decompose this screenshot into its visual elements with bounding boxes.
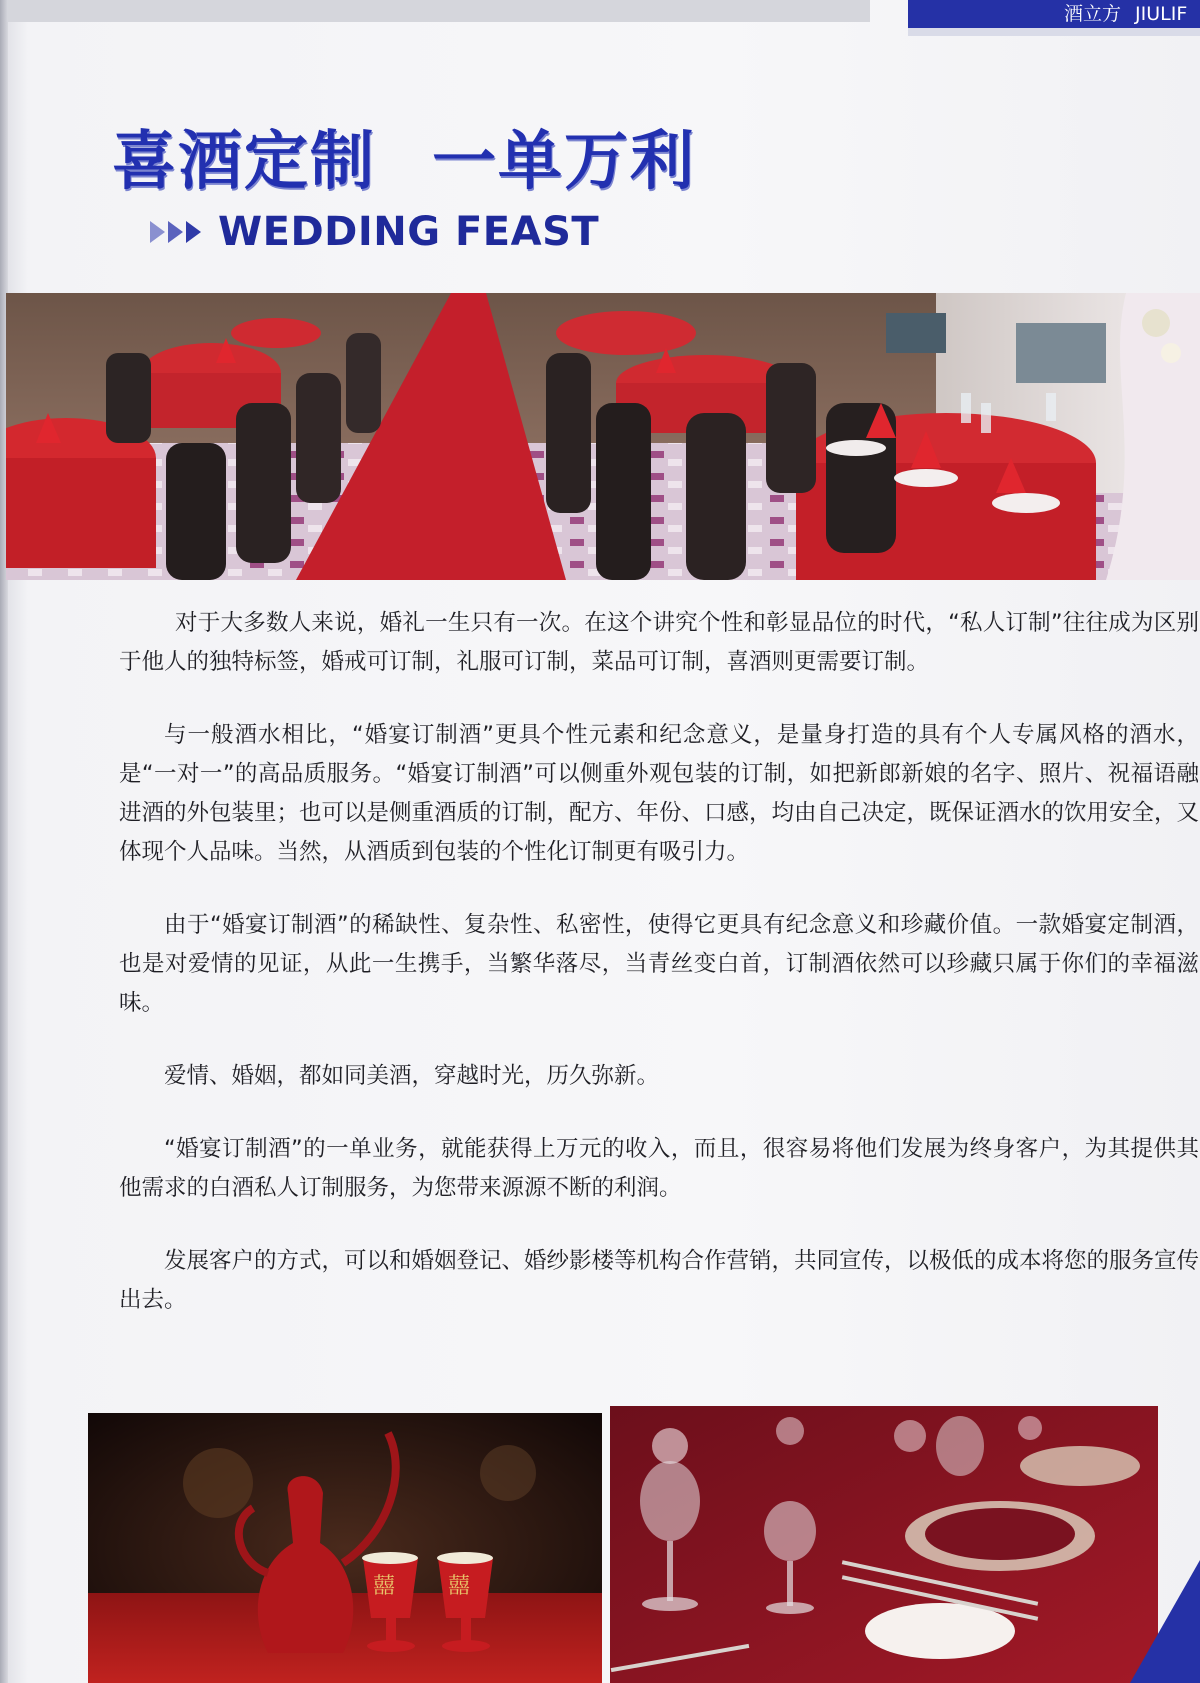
corner-decoration [1100,1560,1200,1683]
paragraph-1: 对于大多数人来说，婚礼一生只有一次。在这个讲究个性和彰显品位的时代，“私人订制”往往成为区别于他人的独特标签，婚戒可订制，礼服可订制，菜品可订制，喜酒则更需要订制。 [119,610,1199,675]
paragraph-6: 发展客户的方式，可以和婚姻登记、婚纱影楼等机构合作营销，共同宣传，以极低的成本将您的服务宣传出去。 [119,1248,1200,1313]
paragraph-2: 与一般酒水相比，“婚宴订制酒”更具个性元素和纪念意义，是量身打造的具有个人专属风格的酒水，是“一对一”的高品质服务。“婚宴订制酒”可以侧重外观包装的订制，如把新郎新娘的名字、照片、祝福语融进酒的外包装里；也可以是侧重酒质的订制，配方、年份、口感，均由自己决定，既保证酒水的饮用安全，又体现个人品味。当然，从酒质到包装的个性化订制更有吸引力。 [119,722,1200,865]
svg-text:囍: 囍 [373,1574,396,1599]
header-brand-cn: 酒立方 [1064,3,1122,25]
paragraph-5: “婚宴订制酒”的一单业务，就能获得上万元的收入，而且，很容易将他们发展为终身客户，为其提供其他需求的白酒私人订制服务，为您带来源源不断的利润。 [119,1136,1199,1201]
article-body [119,604,1199,1320]
table-setting-photo [610,1406,1158,1683]
table-setting-illustration [610,1406,1158,1683]
paragraph-3: 由于“婚宴订制酒”的稀缺性、复杂性、私密性，使得它更具有纪念意义和珍藏价值。一款婚宴定制酒，也是对爱情的见证，从此一生携手，当繁华落尽，当青丝变白首，订制酒依然可以珍藏只属于你们的幸福滋味。 [119,912,1199,1016]
paragraph-4: 爱情、婚姻，都如同美酒，穿越时光，历久弥新。 [164,1063,660,1089]
title-part-2: 一单万利 [432,125,696,199]
previous-page-edge [0,0,870,22]
page-title [112,110,696,202]
subtitle-row [150,207,599,257]
triple-arrow-icon [150,221,204,243]
wedding-wine-cups-photo [88,1413,602,1683]
running-header [908,0,1200,28]
svg-text:囍: 囍 [448,1574,471,1599]
page-binding [0,0,8,1683]
header-border [908,28,1200,36]
header-brand-en: JIULIF [1135,3,1188,25]
banquet-hall-illustration [6,293,1200,580]
page-subtitle: WEDDING FEAST [218,209,600,255]
title-part-1: 喜酒定制 [112,125,376,199]
wine-cups-illustration [88,1413,602,1683]
banquet-hall-photo [6,293,1200,580]
